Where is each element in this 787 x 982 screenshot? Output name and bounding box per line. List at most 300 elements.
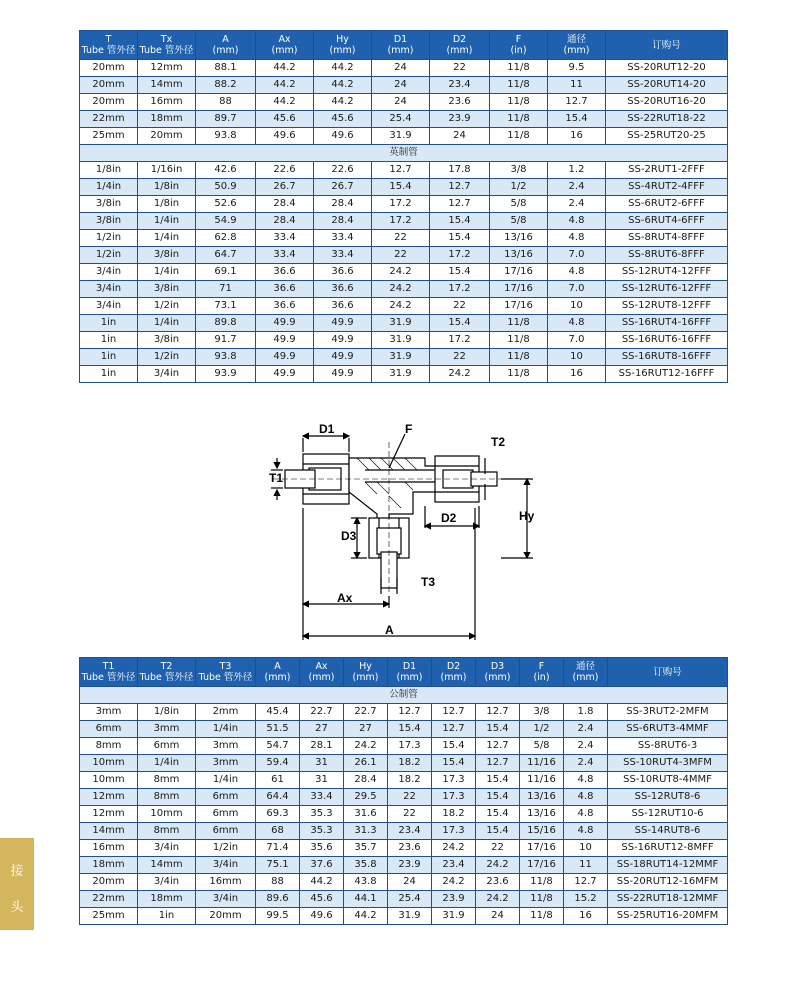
label-A: A (385, 623, 394, 637)
table-cell: 4.8 (564, 823, 608, 840)
table-cell: 17.2 (430, 332, 490, 349)
table-cell: 17/16 (490, 264, 548, 281)
table-cell: SS-6RUT2-6FFF (606, 196, 728, 213)
table-cell: 35.7 (344, 840, 388, 857)
table-cell: 23.9 (432, 891, 476, 908)
table-cell: 44.2 (256, 77, 314, 94)
table-row (80, 908, 728, 925)
table-cell: 45.6 (256, 111, 314, 128)
table-cell: SS-22RUT18-22 (606, 111, 728, 128)
table-cell: 28.4 (256, 213, 314, 230)
table-cell: 64.4 (256, 789, 300, 806)
table-cell: 15.4 (476, 789, 520, 806)
table-cell: 62.8 (196, 230, 256, 247)
table-cell: 16mm (80, 840, 138, 857)
table-cell: 12.7 (548, 94, 606, 111)
header-cell (138, 31, 196, 60)
header-text: (mm) (329, 45, 356, 56)
table-cell: 1/8in (138, 196, 196, 213)
table-cell: 49.6 (256, 128, 314, 145)
table-cell: 23.4 (430, 77, 490, 94)
table-cell: 1in (80, 315, 138, 332)
table-cell: 44.2 (314, 60, 372, 77)
table-cell: 17/16 (490, 298, 548, 315)
table-cell: 16 (564, 908, 608, 925)
table-cell: 25.4 (388, 891, 432, 908)
table-cell: 2.4 (548, 196, 606, 213)
table-cell: 18.2 (388, 772, 432, 789)
table-cell: 4.8 (564, 772, 608, 789)
table-cell: 24.2 (430, 366, 490, 383)
table-row (80, 77, 728, 94)
table-cell: 3/4in (80, 298, 138, 315)
table-cell: 3/4in (138, 874, 196, 891)
table-cell: 8mm (138, 789, 196, 806)
table-cell: 33.4 (314, 230, 372, 247)
table-cell: 14mm (80, 823, 138, 840)
table-cell: SS-16RUT4-16FFF (606, 315, 728, 332)
table-cell: 14mm (138, 857, 196, 874)
table-row (80, 60, 728, 77)
table-cell: 5/8 (490, 213, 548, 230)
table-cell: 33.4 (256, 247, 314, 264)
table-cell: 3/4in (196, 891, 256, 908)
table-cell: 3/8in (80, 196, 138, 213)
header-cell (314, 31, 372, 60)
table-cell: 44.2 (344, 908, 388, 925)
table-cell: 11/8 (520, 891, 564, 908)
table-row (80, 738, 728, 755)
table-cell: 31 (300, 755, 344, 772)
table-cell: 37.6 (300, 857, 344, 874)
table-cell: SS-16RUT6-16FFF (606, 332, 728, 349)
table-cell: 31.6 (344, 806, 388, 823)
table-cell: 6mm (196, 806, 256, 823)
table-cell: 17/16 (520, 857, 564, 874)
table-cell: 49.9 (256, 315, 314, 332)
table-cell: 24 (430, 128, 490, 145)
table-cell: 51.5 (256, 721, 300, 738)
table-row (80, 213, 728, 230)
table-cell: SS-6RUT4-6FFF (606, 213, 728, 230)
table-cell: 25mm (80, 908, 138, 925)
table-cell: 18mm (80, 857, 138, 874)
table-cell: 11/16 (520, 772, 564, 789)
table-cell: 24 (388, 874, 432, 891)
table-cell: 1/2in (196, 840, 256, 857)
table-cell: 12.7 (476, 738, 520, 755)
table-cell: 36.6 (314, 298, 372, 315)
label-D3: D3 (341, 529, 357, 543)
table-row (80, 772, 728, 789)
table-cell: 12.7 (432, 721, 476, 738)
header-text: 订购号 (653, 666, 682, 678)
table-cell: 12mm (80, 806, 138, 823)
header-cell (432, 658, 476, 687)
table-cell: 25mm (80, 128, 138, 145)
header-text: Tube 管外径 (139, 45, 194, 56)
table-cell: 49.9 (256, 366, 314, 383)
header-cell (372, 31, 430, 60)
table-cell: 22.7 (344, 704, 388, 721)
table-cell: 23.9 (388, 857, 432, 874)
table-cell: SS-12RUT6-12FFF (606, 281, 728, 298)
table-cell: 15.4 (430, 213, 490, 230)
table-cell: SS-18RUT14-12MMF (608, 857, 728, 874)
table-row (80, 349, 728, 366)
table-cell: 20mm (196, 908, 256, 925)
label-Ax: Ax (337, 591, 353, 605)
table-cell: 15.4 (372, 179, 430, 196)
header-text: (mm) (446, 45, 473, 56)
table-cell: 18mm (138, 891, 196, 908)
header-cell (548, 31, 606, 60)
table-cell: 22 (388, 789, 432, 806)
table-cell: 49.9 (314, 366, 372, 383)
table-cell: SS-4RUT2-4FFF (606, 179, 728, 196)
table-cell: 24.2 (432, 840, 476, 857)
table-cell: 36.6 (314, 264, 372, 281)
header-text: Ax (278, 34, 291, 45)
table-cell: 36.6 (256, 281, 314, 298)
header-text: Tx (160, 34, 173, 45)
table-cell: 12.7 (564, 874, 608, 891)
table-row (80, 111, 728, 128)
table-cell: 17.3 (432, 772, 476, 789)
table-cell: 1/2in (138, 349, 196, 366)
table-cell: 17.3 (432, 789, 476, 806)
table-cell: 3/8in (138, 332, 196, 349)
table-cell: 7.0 (548, 281, 606, 298)
table-cell: 44.2 (256, 94, 314, 111)
table-cell: 1.2 (548, 162, 606, 179)
header-text: (mm) (484, 672, 511, 683)
table-cell: SS-16RUT12-8MFF (608, 840, 728, 857)
table-cell: 23.6 (476, 874, 520, 891)
label-D2: D2 (441, 511, 457, 525)
table-cell: 24.2 (372, 281, 430, 298)
table-cell: 12.7 (388, 704, 432, 721)
table-cell: 16 (548, 366, 606, 383)
table-cell: 15.2 (564, 891, 608, 908)
table-cell: 93.9 (196, 366, 256, 383)
header-cell (608, 658, 728, 687)
table-cell: 1/2 (520, 721, 564, 738)
table-cell: 15.4 (548, 111, 606, 128)
table-cell: 22mm (80, 111, 138, 128)
table-cell: 88.2 (196, 77, 256, 94)
table-cell: 31.9 (432, 908, 476, 925)
table-cell: 36.6 (256, 264, 314, 281)
table-cell: 43.8 (344, 874, 388, 891)
table-cell: 24 (372, 77, 430, 94)
table-cell: 1/2in (80, 247, 138, 264)
table-cell: 16mm (196, 874, 256, 891)
table-cell: 13/16 (520, 789, 564, 806)
header-text: (mm) (572, 672, 599, 683)
header-cell (344, 658, 388, 687)
table-cell: 1/2 (490, 179, 548, 196)
side-tab-char-2: 头 (10, 900, 24, 915)
table-cell: 44.1 (344, 891, 388, 908)
table-cell: 49.9 (256, 349, 314, 366)
table-cell: SS-16RUT12-16FFF (606, 366, 728, 383)
table-cell: 1/8in (138, 179, 196, 196)
table-cell: 12.7 (476, 755, 520, 772)
table-cell: 11/8 (520, 874, 564, 891)
table-cell: SS-8RUT4-8FFF (606, 230, 728, 247)
table-cell: 15.4 (388, 721, 432, 738)
header-text: Tube 管外径 (81, 672, 136, 683)
table-cell: 15.4 (430, 264, 490, 281)
table-cell: SS-20RUT14-20 (606, 77, 728, 94)
table-cell: 9.5 (548, 60, 606, 77)
header-cell (256, 31, 314, 60)
table-cell: 18mm (138, 111, 196, 128)
label-T1: T1 (269, 471, 284, 485)
table-cell: 20mm (80, 94, 138, 111)
table-cell: 7.0 (548, 247, 606, 264)
table-cell: SS-6RUT3-4MMF (608, 721, 728, 738)
header-text: (mm) (264, 672, 291, 683)
table-cell: 10mm (138, 806, 196, 823)
table-cell: 99.5 (256, 908, 300, 925)
table-cell: 11/8 (490, 94, 548, 111)
table-cell: 22 (388, 806, 432, 823)
table-cell: 20mm (138, 128, 196, 145)
table-cell: 44.2 (300, 874, 344, 891)
table-cell: 23.4 (432, 857, 476, 874)
table-row (80, 332, 728, 349)
table-row (80, 366, 728, 383)
table-cell: 11/8 (490, 60, 548, 77)
header-cell (256, 658, 300, 687)
table-cell: 17.8 (430, 162, 490, 179)
table-cell: SS-14RUT8-6 (608, 823, 728, 840)
table-cell: 17.2 (430, 247, 490, 264)
table-header (80, 658, 728, 687)
table-cell: 29.5 (344, 789, 388, 806)
table-cell: 23.6 (388, 840, 432, 857)
table-cell: SS-20RUT16-20 (606, 94, 728, 111)
table-row (80, 298, 728, 315)
table-cell: 68 (256, 823, 300, 840)
table-cell: 1/2in (80, 230, 138, 247)
table-cell: 8mm (138, 823, 196, 840)
table-cell: SS-12RUT4-12FFF (606, 264, 728, 281)
table-cell: 23.4 (388, 823, 432, 840)
table-cell: SS-25RUT20-25 (606, 128, 728, 145)
table-cell: 1/4in (138, 213, 196, 230)
table-cell: 75.1 (256, 857, 300, 874)
table-cell: 26.7 (314, 179, 372, 196)
table-cell: 6mm (196, 789, 256, 806)
table-cell: 22 (476, 840, 520, 857)
table-row (80, 94, 728, 111)
table-cell: 17.3 (432, 823, 476, 840)
table-cell: 4.8 (564, 806, 608, 823)
table-cell: 22 (372, 247, 430, 264)
table-cell: 31.9 (372, 332, 430, 349)
table-cell: 36.6 (314, 281, 372, 298)
table-cell: 31.9 (372, 315, 430, 332)
table-cell: 31 (300, 772, 344, 789)
header-text: Tube 管外径 (81, 45, 136, 56)
table-cell: 2.4 (548, 179, 606, 196)
table-cell: 15.4 (432, 755, 476, 772)
header-text: (mm) (352, 672, 379, 683)
table-cell: 4.8 (548, 315, 606, 332)
table-cell: 17.2 (372, 213, 430, 230)
table-cell: 73.1 (196, 298, 256, 315)
table-cell: 93.8 (196, 128, 256, 145)
header-row (80, 31, 728, 60)
table-cell: SS-10RUT4-3MFM (608, 755, 728, 772)
table-cell: 3/4in (138, 840, 196, 857)
header-cell (490, 31, 548, 60)
table-cell: 36.6 (256, 298, 314, 315)
table-row (80, 264, 728, 281)
table-cell: 3/8in (80, 213, 138, 230)
table-cell: 12.7 (430, 196, 490, 213)
table-cell: 64.7 (196, 247, 256, 264)
table-cell: 13/16 (490, 247, 548, 264)
table-cell: 12mm (80, 789, 138, 806)
table-cell: 24.2 (344, 738, 388, 755)
header-cell (430, 31, 490, 60)
table-cell: SS-8RUT6-3 (608, 738, 728, 755)
table-cell: 24 (372, 94, 430, 111)
table-cell: 28.1 (300, 738, 344, 755)
table-cell: 1/8in (138, 704, 196, 721)
table-cell: 25.4 (372, 111, 430, 128)
table-cell: 20mm (80, 77, 138, 94)
table-cell: 11/8 (490, 332, 548, 349)
table-cell: 49.9 (314, 349, 372, 366)
table-row (80, 857, 728, 874)
table-cell: 20mm (80, 60, 138, 77)
table-cell: 23.9 (430, 111, 490, 128)
header-text: D1 (402, 661, 417, 672)
table-cell: 69.3 (256, 806, 300, 823)
section-label: 英制管 (80, 145, 728, 162)
table-cell: 3mm (80, 704, 138, 721)
table-cell: 2.4 (564, 755, 608, 772)
table-cell: 59.4 (256, 755, 300, 772)
table-cell: 61 (256, 772, 300, 789)
table-cell: 4.8 (548, 264, 606, 281)
table-cell: 17.3 (388, 738, 432, 755)
table-row (80, 840, 728, 857)
header-text: A (222, 34, 229, 45)
table-cell: 10 (548, 298, 606, 315)
table-cell: SS-20RUT12-16MFM (608, 874, 728, 891)
table-cell: SS-20RUT12-20 (606, 60, 728, 77)
table-cell: 1in (80, 332, 138, 349)
table-cell: 15.4 (430, 315, 490, 332)
table-cell: 45.6 (314, 111, 372, 128)
table-cell: 17/16 (490, 281, 548, 298)
table-cell: 24.2 (476, 891, 520, 908)
table-cell: 22 (430, 298, 490, 315)
table-row (80, 721, 728, 738)
table-cell: 7.0 (548, 332, 606, 349)
table-cell: 17/16 (520, 840, 564, 857)
table-cell: 8mm (138, 772, 196, 789)
header-text: A (274, 661, 281, 672)
table-cell: 22.6 (314, 162, 372, 179)
table-cell: 88 (196, 94, 256, 111)
table-row (80, 315, 728, 332)
table-cell: 3/8in (138, 247, 196, 264)
table-cell: 1.8 (564, 704, 608, 721)
side-chapter-tab (0, 838, 34, 930)
tee-fitting-diagram (265, 418, 540, 648)
header-text: Ax (315, 661, 328, 672)
table-cell: 49.9 (314, 332, 372, 349)
table-cell: 1/8in (80, 162, 138, 179)
table-cell: 3mm (138, 721, 196, 738)
header-cell (564, 658, 608, 687)
table-cell: 3/8 (520, 704, 564, 721)
table-cell: SS-10RUT8-4MMF (608, 772, 728, 789)
header-text: D2 (452, 34, 467, 45)
table-cell: 24.2 (372, 264, 430, 281)
table-cell: 4.8 (548, 230, 606, 247)
table-row (80, 281, 728, 298)
table-cell: 3/4in (80, 281, 138, 298)
header-text: (in) (510, 45, 527, 56)
table-cell: 12mm (138, 60, 196, 77)
table-cell: 1in (80, 366, 138, 383)
table-cell: 35.3 (300, 806, 344, 823)
table-cell: 69.1 (196, 264, 256, 281)
table-cell: 28.4 (314, 196, 372, 213)
table-cell: 35.8 (344, 857, 388, 874)
table-cell: 88 (256, 874, 300, 891)
table-cell: 31.9 (372, 366, 430, 383)
label-T3: T3 (421, 575, 436, 589)
header-text: F (515, 34, 522, 45)
table-cell: 17.2 (430, 281, 490, 298)
header-row (80, 658, 728, 687)
table-cell: 71 (196, 281, 256, 298)
table-cell: 11/8 (490, 77, 548, 94)
table-cell: 15.4 (476, 823, 520, 840)
table-cell: 3/8 (490, 162, 548, 179)
table-cell: 49.9 (314, 315, 372, 332)
table-cell: 1/4in (80, 179, 138, 196)
table-cell: 22.6 (256, 162, 314, 179)
section-label: 公制管 (80, 687, 728, 704)
table-cell: 1/4in (196, 721, 256, 738)
header-text: T (105, 34, 112, 45)
table-cell: 89.8 (196, 315, 256, 332)
table-cell: 1/4in (138, 315, 196, 332)
table-cell: 89.6 (256, 891, 300, 908)
table-cell: 44.2 (314, 94, 372, 111)
table-cell: 22 (430, 60, 490, 77)
table-cell: 31.9 (388, 908, 432, 925)
header-text: Tube 管外径 (139, 672, 194, 683)
table-cell: 3mm (196, 755, 256, 772)
table-row (80, 704, 728, 721)
table-cell: 11/8 (490, 349, 548, 366)
table-cell: 2.4 (564, 721, 608, 738)
header-text: T2 (160, 661, 173, 672)
section-row (80, 145, 728, 162)
table-cell: 28.4 (314, 213, 372, 230)
